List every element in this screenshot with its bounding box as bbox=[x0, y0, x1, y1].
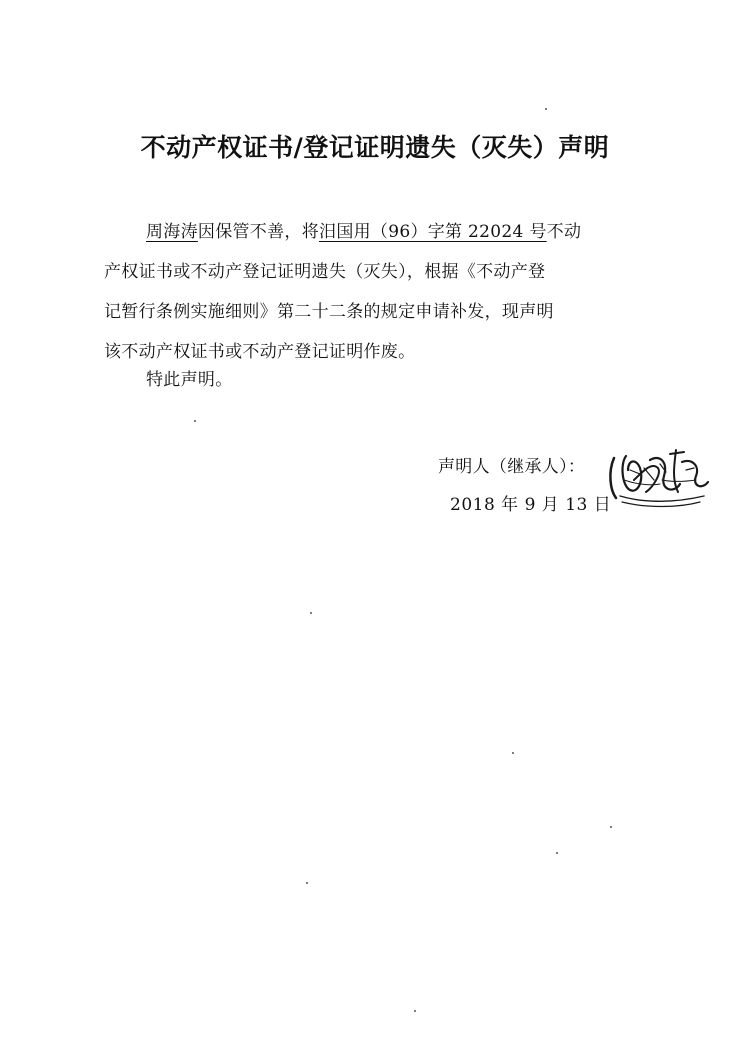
paragraph-text-2: 不动 bbox=[546, 222, 582, 242]
paragraph-line-2: 产权证书或不动产登记证明遗失（灭失），根据《不动产登 bbox=[104, 262, 546, 282]
scan-speck bbox=[556, 852, 558, 854]
closing-statement: 特此声明。 bbox=[146, 370, 233, 390]
owner-name: 周海涛 bbox=[146, 222, 198, 242]
document-title: 不动产权证书/登记证明遗失（灭失）声明 bbox=[140, 133, 610, 162]
scan-speck bbox=[194, 420, 196, 422]
scan-speck bbox=[306, 882, 308, 884]
handwritten-signature-icon bbox=[600, 440, 715, 515]
scan-speck bbox=[512, 752, 514, 754]
scan-speck bbox=[545, 108, 547, 110]
paragraph-line-4: 该不动产权证书或不动产登记证明作废。 bbox=[104, 342, 416, 362]
declaration-date: 2018 年 9 月 13 日 bbox=[450, 495, 612, 515]
scan-speck bbox=[414, 1010, 416, 1012]
scan-speck bbox=[310, 612, 312, 614]
scan-speck bbox=[610, 826, 612, 828]
paragraph-line-1 bbox=[104, 212, 634, 252]
paragraph-line-3: 记暂行条例实施细则》第二十二条的规定申请补发，现声明 bbox=[104, 302, 554, 322]
paragraph-text-1: 因保管不善，将 bbox=[197, 222, 320, 242]
declarant-label: 声明人（继承人）： bbox=[438, 457, 586, 477]
certificate-number: 汨国用（96）字第 22024 号 bbox=[319, 222, 547, 242]
declaration-paragraph bbox=[104, 212, 634, 372]
